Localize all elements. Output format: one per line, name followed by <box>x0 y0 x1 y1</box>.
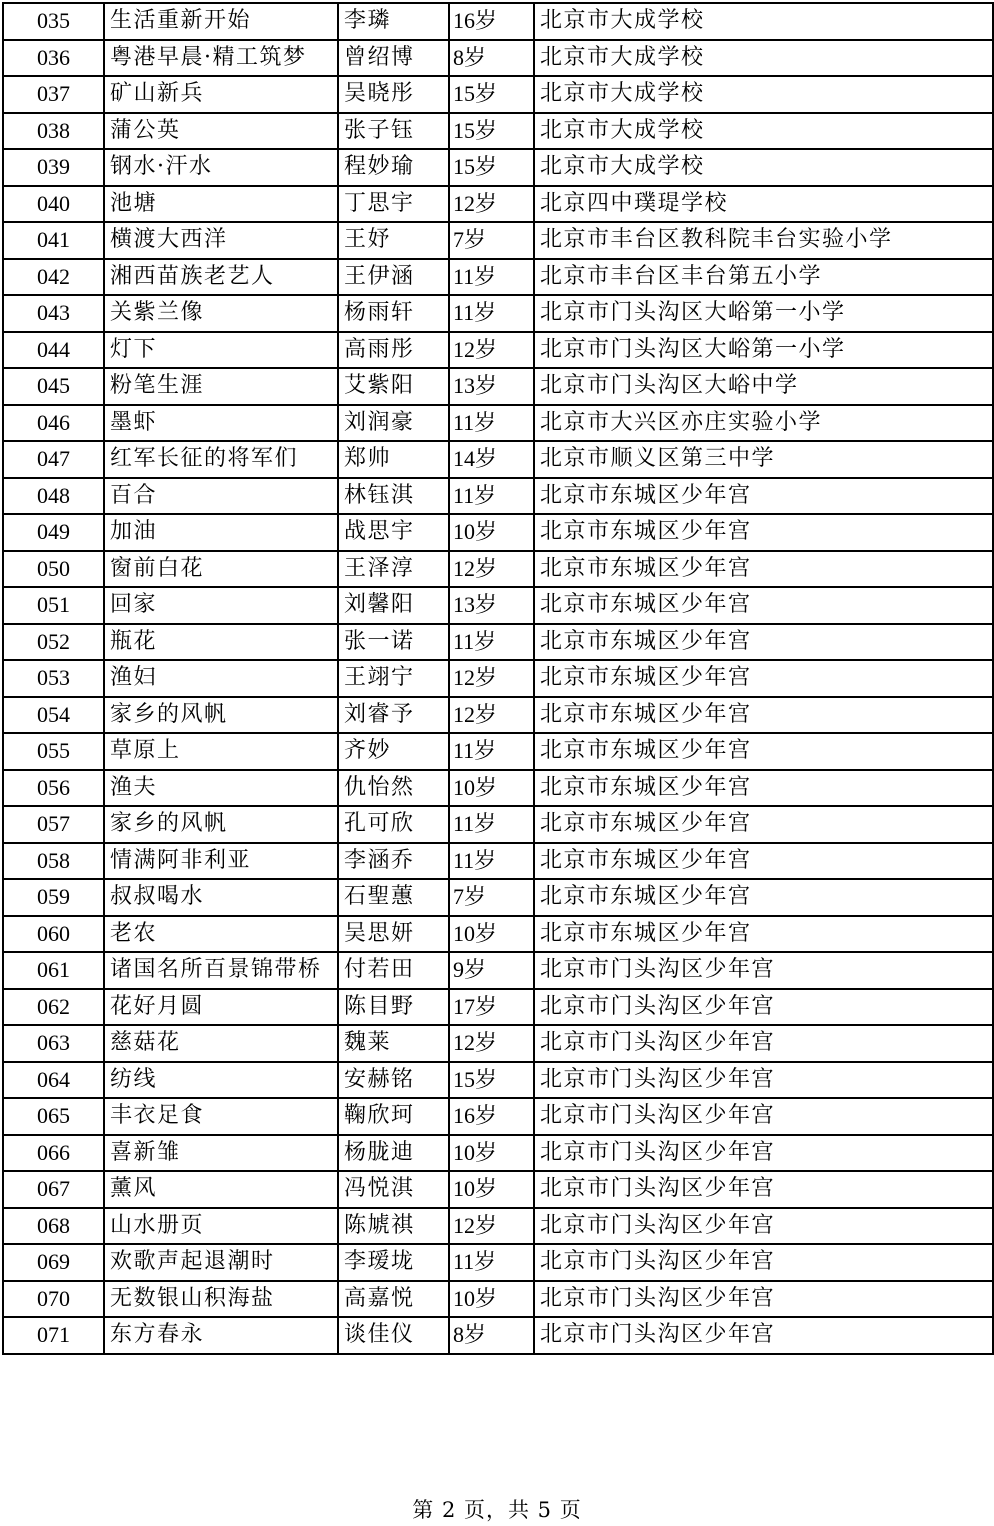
school-name-cell: 北京市大成学校 <box>534 40 993 77</box>
entry-number-cell: 039 <box>3 149 104 186</box>
artwork-title-cell: 矿山新兵 <box>104 76 338 113</box>
entry-number-cell: 042 <box>3 259 104 296</box>
table-row <box>3 186 993 223</box>
artwork-title-cell: 慈菇花 <box>104 1025 338 1062</box>
entry-number-cell: 062 <box>3 989 104 1026</box>
school-name-cell: 北京市门头沟区大峪中学 <box>534 368 993 405</box>
entry-number-cell: 068 <box>3 1208 104 1245</box>
artwork-title-cell: 情满阿非利亚 <box>104 843 338 880</box>
table-row <box>3 733 993 770</box>
student-name-cell: 曾绍博 <box>338 40 449 77</box>
table-row <box>3 368 993 405</box>
school-name-cell: 北京市东城区少年宫 <box>534 660 993 697</box>
student-age-cell: 13岁 <box>449 368 534 405</box>
artwork-title-cell: 东方春永 <box>104 1317 338 1354</box>
artwork-title-cell: 无数银山积海盐 <box>104 1281 338 1318</box>
student-age-cell: 8岁 <box>449 40 534 77</box>
artwork-title-cell: 灯下 <box>104 332 338 369</box>
school-name-cell: 北京市东城区少年宫 <box>534 770 993 807</box>
entry-number-cell: 041 <box>3 222 104 259</box>
entry-number-cell: 070 <box>3 1281 104 1318</box>
student-name-cell: 战思宇 <box>338 514 449 551</box>
table-row <box>3 843 993 880</box>
table-row <box>3 587 993 624</box>
student-name-cell: 刘馨阳 <box>338 587 449 624</box>
student-age-cell: 15岁 <box>449 76 534 113</box>
table-row <box>3 624 993 661</box>
entry-number-cell: 054 <box>3 697 104 734</box>
entry-number-cell: 061 <box>3 952 104 989</box>
table-row <box>3 76 993 113</box>
entry-number-cell: 036 <box>3 40 104 77</box>
student-age-cell: 11岁 <box>449 405 534 442</box>
school-name-cell: 北京市门头沟区少年宫 <box>534 1171 993 1208</box>
artwork-title-cell: 加油 <box>104 514 338 551</box>
student-name-cell: 刘睿予 <box>338 697 449 734</box>
artwork-title-cell: 欢歌声起退潮时 <box>104 1244 338 1281</box>
table-row <box>3 441 993 478</box>
table-row <box>3 514 993 551</box>
artwork-title-cell: 钢水·汗水 <box>104 149 338 186</box>
artwork-title-cell: 家乡的风帆 <box>104 806 338 843</box>
entry-number-cell: 063 <box>3 1025 104 1062</box>
artwork-title-cell: 生活重新开始 <box>104 3 338 40</box>
school-name-cell: 北京市东城区少年宫 <box>534 733 993 770</box>
student-name-cell: 谈佳仪 <box>338 1317 449 1354</box>
student-age-cell: 11岁 <box>449 843 534 880</box>
student-name-cell: 李瑷垅 <box>338 1244 449 1281</box>
artwork-title-cell: 渔夫 <box>104 770 338 807</box>
school-name-cell: 北京市东城区少年宫 <box>534 624 993 661</box>
entry-number-cell: 058 <box>3 843 104 880</box>
school-name-cell: 北京市门头沟区少年宫 <box>534 989 993 1026</box>
student-age-cell: 12岁 <box>449 332 534 369</box>
school-name-cell: 北京市门头沟区少年宫 <box>534 1208 993 1245</box>
school-name-cell: 北京市门头沟区少年宫 <box>534 1281 993 1318</box>
school-name-cell: 北京市丰台区丰台第五小学 <box>534 259 993 296</box>
school-name-cell: 北京市东城区少年宫 <box>534 551 993 588</box>
table-row <box>3 149 993 186</box>
artwork-title-cell: 纺线 <box>104 1062 338 1099</box>
entry-number-cell: 035 <box>3 3 104 40</box>
artwork-title-cell: 墨虾 <box>104 405 338 442</box>
table-row <box>3 770 993 807</box>
entry-number-cell: 051 <box>3 587 104 624</box>
student-name-cell: 程妙瑜 <box>338 149 449 186</box>
table-row <box>3 405 993 442</box>
student-name-cell: 高雨彤 <box>338 332 449 369</box>
table-row <box>3 478 993 515</box>
artwork-title-cell: 回家 <box>104 587 338 624</box>
entry-number-cell: 044 <box>3 332 104 369</box>
student-name-cell: 吴思妍 <box>338 916 449 953</box>
student-age-cell: 12岁 <box>449 186 534 223</box>
student-name-cell: 张一诺 <box>338 624 449 661</box>
student-name-cell: 付若田 <box>338 952 449 989</box>
school-name-cell: 北京市门头沟区少年宫 <box>534 1135 993 1172</box>
student-age-cell: 14岁 <box>449 441 534 478</box>
student-age-cell: 11岁 <box>449 295 534 332</box>
student-name-cell: 李涵乔 <box>338 843 449 880</box>
artwork-title-cell: 蒲公英 <box>104 113 338 150</box>
student-name-cell: 杨胧迪 <box>338 1135 449 1172</box>
student-age-cell: 11岁 <box>449 733 534 770</box>
student-name-cell: 张子钰 <box>338 113 449 150</box>
entry-number-cell: 067 <box>3 1171 104 1208</box>
artwork-title-cell: 湘西苗族老艺人 <box>104 259 338 296</box>
student-age-cell: 15岁 <box>449 1062 534 1099</box>
page-number-footer: 第 2 页，共 5 页 <box>412 1498 582 1522</box>
artwork-title-cell: 横渡大西洋 <box>104 222 338 259</box>
artwork-title-cell: 老农 <box>104 916 338 953</box>
table-row <box>3 1135 993 1172</box>
student-age-cell: 10岁 <box>449 514 534 551</box>
student-age-cell: 11岁 <box>449 806 534 843</box>
student-age-cell: 10岁 <box>449 770 534 807</box>
table-row <box>3 222 993 259</box>
table-row <box>3 1281 993 1318</box>
student-age-cell: 10岁 <box>449 916 534 953</box>
entry-number-cell: 050 <box>3 551 104 588</box>
student-age-cell: 11岁 <box>449 478 534 515</box>
table-row <box>3 551 993 588</box>
entry-number-cell: 047 <box>3 441 104 478</box>
entry-number-cell: 059 <box>3 879 104 916</box>
artwork-title-cell: 家乡的风帆 <box>104 697 338 734</box>
school-name-cell: 北京市顺义区第三中学 <box>534 441 993 478</box>
school-name-cell: 北京市门头沟区少年宫 <box>534 1098 993 1135</box>
table-row <box>3 1025 993 1062</box>
school-name-cell: 北京市丰台区教科院丰台实验小学 <box>534 222 993 259</box>
student-age-cell: 16岁 <box>449 3 534 40</box>
student-name-cell: 魏莱 <box>338 1025 449 1062</box>
table-row <box>3 3 993 40</box>
student-age-cell: 12岁 <box>449 1208 534 1245</box>
table-row <box>3 1317 993 1354</box>
artwork-title-cell: 粤港早晨·精工筑梦 <box>104 40 338 77</box>
school-name-cell: 北京市东城区少年宫 <box>534 916 993 953</box>
student-name-cell: 王翊宁 <box>338 660 449 697</box>
entry-number-cell: 060 <box>3 916 104 953</box>
table-row <box>3 989 993 1026</box>
artwork-title-cell: 池塘 <box>104 186 338 223</box>
student-name-cell: 王泽淳 <box>338 551 449 588</box>
school-name-cell: 北京市大兴区亦庄实验小学 <box>534 405 993 442</box>
school-name-cell: 北京市门头沟区少年宫 <box>534 1062 993 1099</box>
entry-number-cell: 053 <box>3 660 104 697</box>
artwork-title-cell: 红军长征的将军们 <box>104 441 338 478</box>
school-name-cell: 北京市门头沟区大峪第一小学 <box>534 332 993 369</box>
entry-number-cell: 037 <box>3 76 104 113</box>
school-name-cell: 北京市东城区少年宫 <box>534 514 993 551</box>
school-name-cell: 北京市东城区少年宫 <box>534 478 993 515</box>
student-age-cell: 8岁 <box>449 1317 534 1354</box>
entry-number-cell: 052 <box>3 624 104 661</box>
school-name-cell: 北京市大成学校 <box>534 3 993 40</box>
artwork-title-cell: 粉笔生涯 <box>104 368 338 405</box>
student-name-cell: 杨雨轩 <box>338 295 449 332</box>
artwork-title-cell: 诸国名所百景锦带桥 <box>104 952 338 989</box>
student-name-cell: 高嘉悦 <box>338 1281 449 1318</box>
student-age-cell: 9岁 <box>449 952 534 989</box>
student-name-cell: 鞠欣珂 <box>338 1098 449 1135</box>
artwork-title-cell: 花好月圆 <box>104 989 338 1026</box>
student-age-cell: 10岁 <box>449 1135 534 1172</box>
entry-number-cell: 066 <box>3 1135 104 1172</box>
school-name-cell: 北京市门头沟区少年宫 <box>534 1317 993 1354</box>
student-name-cell: 陈目野 <box>338 989 449 1026</box>
artwork-title-cell: 山水册页 <box>104 1208 338 1245</box>
artwork-title-cell: 叔叔喝水 <box>104 879 338 916</box>
entry-number-cell: 071 <box>3 1317 104 1354</box>
student-age-cell: 11岁 <box>449 1244 534 1281</box>
student-age-cell: 11岁 <box>449 624 534 661</box>
entry-number-cell: 049 <box>3 514 104 551</box>
table-row <box>3 295 993 332</box>
entry-number-cell: 045 <box>3 368 104 405</box>
school-name-cell: 北京市东城区少年宫 <box>534 806 993 843</box>
student-age-cell: 15岁 <box>449 113 534 150</box>
table-row <box>3 1208 993 1245</box>
table-row <box>3 916 993 953</box>
entry-number-cell: 046 <box>3 405 104 442</box>
table-row <box>3 332 993 369</box>
table-row <box>3 1244 993 1281</box>
student-name-cell: 刘润豪 <box>338 405 449 442</box>
student-age-cell: 7岁 <box>449 879 534 916</box>
school-name-cell: 北京市大成学校 <box>534 76 993 113</box>
student-name-cell: 艾紫阳 <box>338 368 449 405</box>
student-age-cell: 12岁 <box>449 551 534 588</box>
school-name-cell: 北京市门头沟区少年宫 <box>534 952 993 989</box>
entry-number-cell: 038 <box>3 113 104 150</box>
entry-number-cell: 064 <box>3 1062 104 1099</box>
artwork-title-cell: 喜新雏 <box>104 1135 338 1172</box>
entry-number-cell: 057 <box>3 806 104 843</box>
student-age-cell: 10岁 <box>449 1171 534 1208</box>
school-name-cell: 北京市大成学校 <box>534 113 993 150</box>
table-body <box>3 3 993 1354</box>
school-name-cell: 北京市东城区少年宫 <box>534 843 993 880</box>
student-name-cell: 林钰淇 <box>338 478 449 515</box>
table-row <box>3 697 993 734</box>
table-row <box>3 879 993 916</box>
student-name-cell: 仇怡然 <box>338 770 449 807</box>
table-row <box>3 1171 993 1208</box>
artwork-title-cell: 薰风 <box>104 1171 338 1208</box>
student-name-cell: 王妤 <box>338 222 449 259</box>
artwork-title-cell: 丰衣足食 <box>104 1098 338 1135</box>
student-age-cell: 12岁 <box>449 1025 534 1062</box>
student-age-cell: 17岁 <box>449 989 534 1026</box>
table-row <box>3 1062 993 1099</box>
student-age-cell: 11岁 <box>449 259 534 296</box>
artwork-title-cell: 关紫兰像 <box>104 295 338 332</box>
school-name-cell: 北京四中璞瑅学校 <box>534 186 993 223</box>
student-name-cell: 王伊涵 <box>338 259 449 296</box>
student-name-cell: 吴晓彤 <box>338 76 449 113</box>
artwork-title-cell: 渔妇 <box>104 660 338 697</box>
school-name-cell: 北京市门头沟区少年宫 <box>534 1025 993 1062</box>
artwork-title-cell: 瓶花 <box>104 624 338 661</box>
student-name-cell: 石聖蕙 <box>338 879 449 916</box>
entry-number-cell: 043 <box>3 295 104 332</box>
student-age-cell: 7岁 <box>449 222 534 259</box>
table-row <box>3 40 993 77</box>
entries-table <box>2 2 994 1355</box>
student-name-cell: 李璘 <box>338 3 449 40</box>
student-age-cell: 12岁 <box>449 660 534 697</box>
student-age-cell: 12岁 <box>449 697 534 734</box>
school-name-cell: 北京市东城区少年宫 <box>534 697 993 734</box>
table-row <box>3 952 993 989</box>
table-row <box>3 806 993 843</box>
entry-number-cell: 056 <box>3 770 104 807</box>
school-name-cell: 北京市东城区少年宫 <box>534 587 993 624</box>
artwork-title-cell: 窗前白花 <box>104 551 338 588</box>
student-name-cell: 丁思宇 <box>338 186 449 223</box>
student-name-cell: 孔可欣 <box>338 806 449 843</box>
student-age-cell: 16岁 <box>449 1098 534 1135</box>
entry-number-cell: 040 <box>3 186 104 223</box>
student-age-cell: 15岁 <box>449 149 534 186</box>
table-row <box>3 660 993 697</box>
artwork-title-cell: 草原上 <box>104 733 338 770</box>
table-row <box>3 259 993 296</box>
student-name-cell: 齐妙 <box>338 733 449 770</box>
student-name-cell: 冯悦淇 <box>338 1171 449 1208</box>
student-age-cell: 10岁 <box>449 1281 534 1318</box>
school-name-cell: 北京市门头沟区大峪第一小学 <box>534 295 993 332</box>
entry-number-cell: 055 <box>3 733 104 770</box>
table-row <box>3 113 993 150</box>
student-age-cell: 13岁 <box>449 587 534 624</box>
student-name-cell: 郑帅 <box>338 441 449 478</box>
school-name-cell: 北京市大成学校 <box>534 149 993 186</box>
entry-number-cell: 048 <box>3 478 104 515</box>
entry-number-cell: 065 <box>3 1098 104 1135</box>
student-name-cell: 陈虓祺 <box>338 1208 449 1245</box>
student-name-cell: 安赫铭 <box>338 1062 449 1099</box>
school-name-cell: 北京市东城区少年宫 <box>534 879 993 916</box>
school-name-cell: 北京市门头沟区少年宫 <box>534 1244 993 1281</box>
table-row <box>3 1098 993 1135</box>
artwork-title-cell: 百合 <box>104 478 338 515</box>
entry-number-cell: 069 <box>3 1244 104 1281</box>
